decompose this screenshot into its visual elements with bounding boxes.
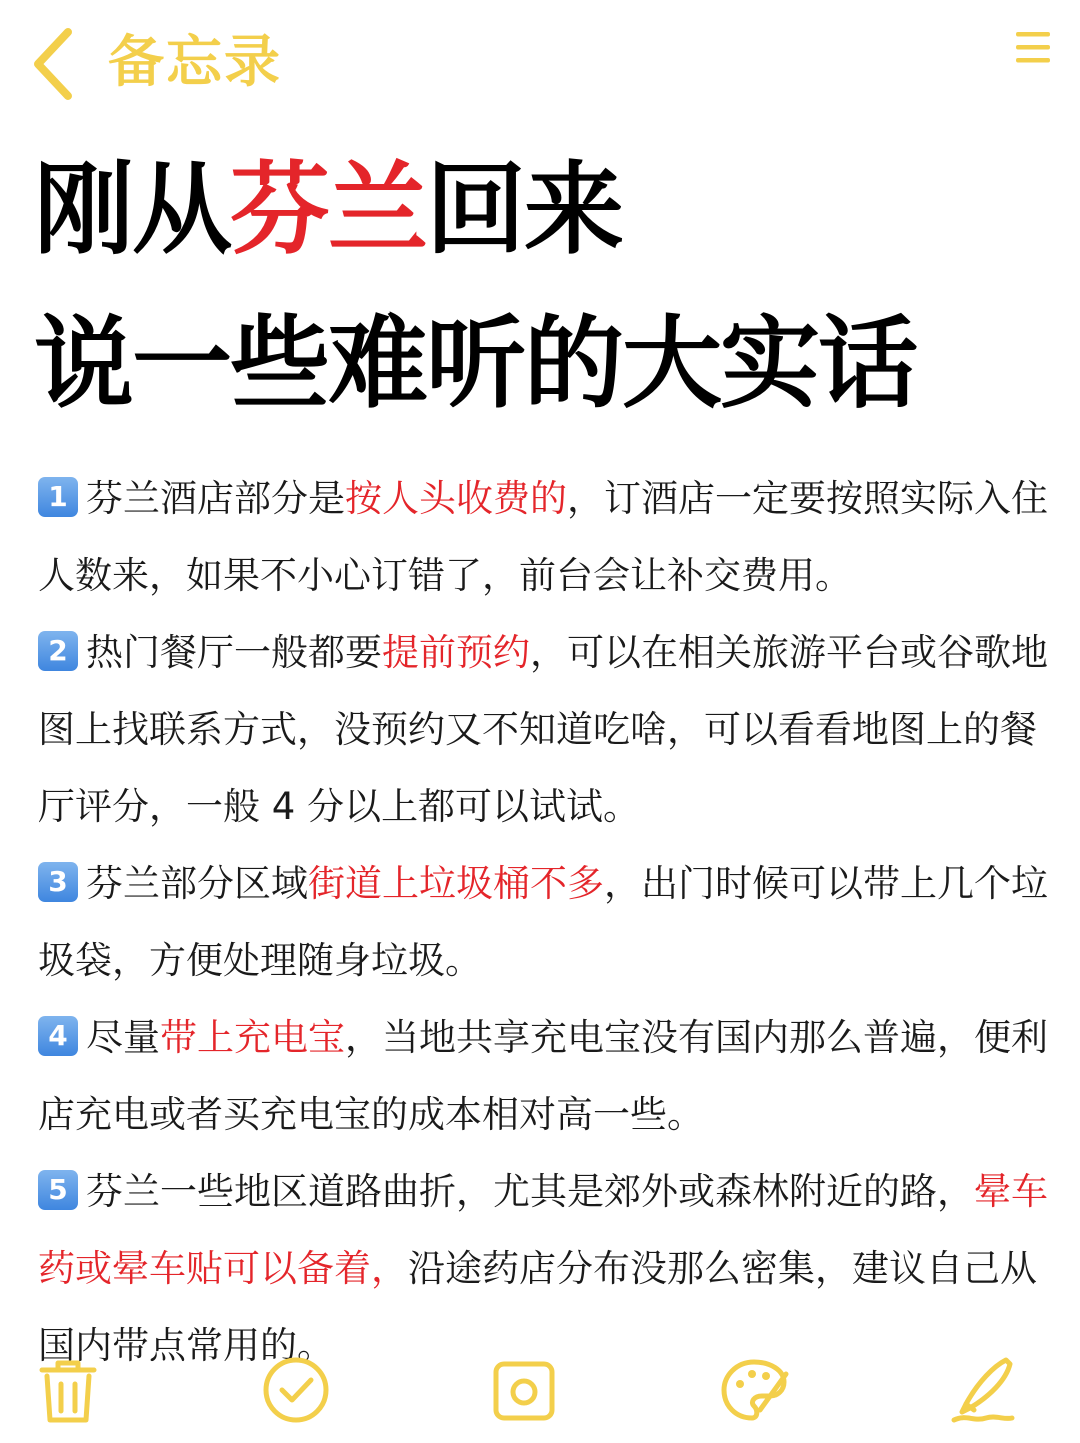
number-badge-icon: 1 — [38, 477, 78, 517]
tip-text: ，订酒店一定要按照实际入住人数来，如果不小心订错了，前台会让补交费用。 — [38, 477, 1048, 597]
tip-text: 芬兰一些地区道路曲折，尤其是郊外或森林附近的路， — [86, 1170, 974, 1213]
tip-text: ，当地共享充电宝没有国内那么普遍，便利店充电或者买充电宝的成本相对高一些。 — [38, 1016, 1048, 1136]
tip-text: ，出门时候可以带上几个垃圾袋，方便处理随身垃圾。 — [38, 862, 1048, 982]
headline-line-1-pre: 刚从 — [34, 151, 230, 268]
trash-icon[interactable] — [30, 1352, 106, 1428]
number-badge-icon: 2 — [38, 631, 78, 671]
tip-highlight: 按人头收费的 — [345, 477, 567, 520]
tip-text: 尽量 — [86, 1016, 160, 1059]
tip-text: 沿途药店分布没那么密集，建议自己从国内带点常用的。 — [38, 1247, 1037, 1367]
headline-highlight: 芬兰 — [230, 151, 426, 268]
tip-text: 热门餐厅一般都要 — [86, 631, 382, 674]
number-badge-icon: 4 — [38, 1016, 78, 1056]
tip-item-4 — [38, 999, 1048, 1153]
tip-item-2 — [38, 614, 1048, 845]
tip-highlight: 晕车药或晕车贴可以备着， — [38, 1170, 1048, 1290]
hamburger-menu-icon[interactable] — [1014, 30, 1052, 64]
top-bar — [0, 0, 1080, 120]
tip-item-3 — [38, 845, 1048, 999]
palette-icon[interactable] — [716, 1352, 792, 1428]
headline-line-2: 说一些难听的大实话 — [34, 305, 916, 422]
tip-text: 芬兰酒店部分是 — [86, 477, 345, 520]
checkmark-circle-icon[interactable] — [258, 1352, 334, 1428]
app-title: 备忘录 — [108, 30, 282, 95]
tip-text: ，可以在相关旅游平台或谷歌地图上找联系方式，没预约又不知道吃啥，可以看看地图上的餐厅评分，一般 4 分以上都可以试试。 — [38, 631, 1048, 828]
number-badge-icon: 3 — [38, 862, 78, 902]
bottom-toolbar — [0, 1340, 1080, 1443]
pen-icon[interactable] — [944, 1352, 1020, 1428]
headline-line-1-post: 回来 — [426, 151, 622, 268]
tip-item-1 — [38, 460, 1048, 614]
tip-highlight: 带上充电宝 — [160, 1016, 345, 1059]
headline-line-1 — [34, 150, 1054, 270]
note-body — [38, 460, 1048, 1384]
tip-highlight: 提前预约 — [382, 631, 530, 674]
tip-text: 芬兰部分区域 — [86, 862, 308, 905]
chevron-left-icon[interactable] — [28, 26, 78, 102]
number-badge-icon: 5 — [38, 1170, 78, 1210]
tip-highlight: 街道上垃圾桶不多 — [308, 862, 604, 905]
camera-icon[interactable] — [486, 1352, 562, 1428]
